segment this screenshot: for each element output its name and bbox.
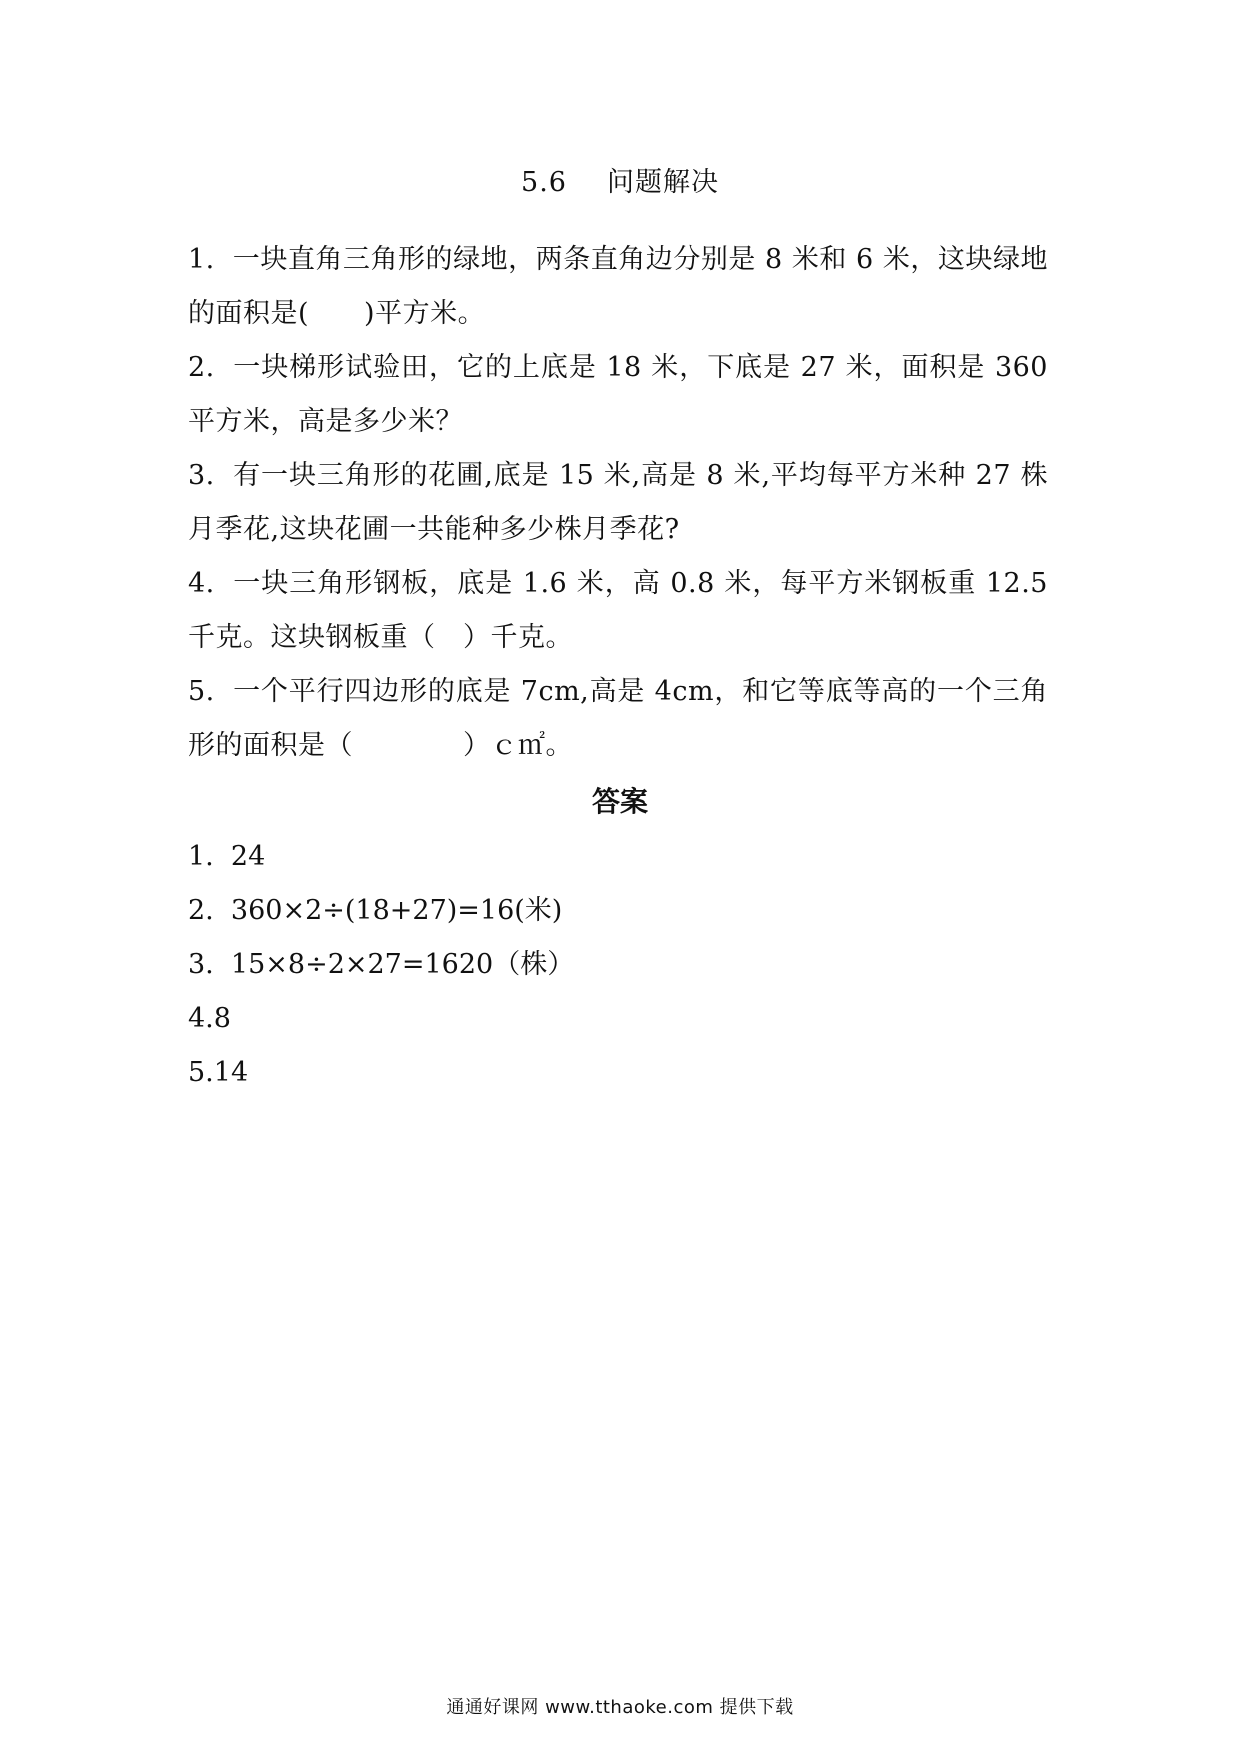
question-item [188, 557, 1048, 665]
answer-heading: 答案 [591, 785, 648, 818]
question-text: 一个平行四边形的底是 7cm,高是 4cm，和它等底等高的一个三角形的面积是（ ）ｃ㎡。 [188, 676, 1048, 761]
question-number: 3. [188, 460, 215, 491]
question-number: 1. [188, 244, 215, 275]
question-text: 一块梯形试验田，它的上底是 18 米，下底是 27 米，面积是 360 平方米，高是多少米？ [188, 352, 1048, 437]
answer-item: 2. 360×2÷(18+27)=16(米) [188, 895, 563, 926]
question-number: 2. [188, 352, 215, 383]
question-text: 一块直角三角形的绿地，两条直角边分别是 8 米和 6 米，这块绿地的面积是( )平方米。 [188, 244, 1048, 329]
answer-item: 4.8 [188, 1003, 231, 1034]
question-item [188, 233, 1048, 341]
footer-source-text: 通通好课网 www.tthaoke.com 提供下载 [446, 1697, 794, 1718]
page-title [0, 160, 1240, 199]
section-number: 5.6 [521, 167, 567, 198]
question-list [188, 233, 1048, 773]
answer-list [188, 830, 1048, 1100]
answer-item: 5.14 [188, 1057, 249, 1088]
question-text: 一块三角形钢板，底是 1.6 米，高 0.8 米，每平方米钢板重 12.5 千克。这块钢板重（ ）千克。 [188, 568, 1048, 653]
question-item [188, 449, 1048, 557]
answer-item: 3. 15×8÷2×27=1620（株） [188, 949, 575, 980]
question-number: 4. [188, 568, 215, 599]
question-text: 有一块三角形的花圃,底是 15 米,高是 8 米,平均每平方米种 27 株月季花,这块花圃一共能种多少株月季花? [188, 460, 1048, 545]
question-item [188, 665, 1048, 773]
question-number: 5. [188, 676, 215, 707]
answer-item: 1. 24 [188, 841, 266, 872]
question-item [188, 341, 1048, 449]
section-name: 问题解决 [606, 167, 719, 198]
